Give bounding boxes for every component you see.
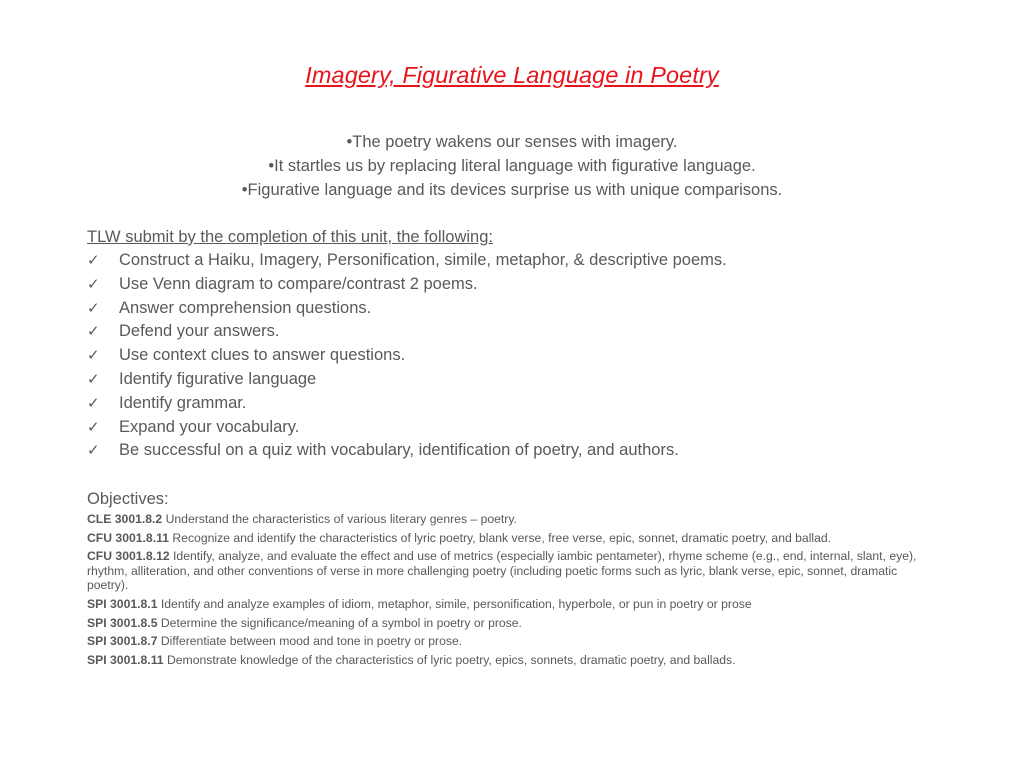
tlw-heading: TLW submit by the completion of this unit, the following: [87,228,493,246]
objective-text: Determine the significance/meaning of a symbol in poetry or prose. [160,615,522,630]
checklist-item-label: Identify figurative language [119,369,317,388]
objective-item [87,634,937,649]
intro-line: •Figurative language and its devices surprise us with unique comparisons. [241,181,783,199]
objective-item [87,512,937,527]
checkmark-icon: ✓ [87,251,100,269]
objective-item [87,597,937,612]
objective-text: Recognize and identify the characteristics of lyric poetry, blank verse, free verse, epic, sonnet, dramatic poetry, and ballad. [172,530,832,545]
intro-bullets [0,130,1024,202]
checklist-item [87,416,727,440]
objective-code: CLE 3001.8.2 [87,512,163,526]
objective-text: Understand the characteristics of various literary genres – poetry. [165,512,517,526]
checkmark-icon: ✓ [87,298,100,317]
objective-code: CFU 3001.8.12 [87,549,170,564]
objectives-list [87,512,937,672]
checklist-item [87,273,727,297]
checkmark-icon: ✓ [87,417,100,436]
checkmark-icon: ✓ [87,322,100,341]
checklist-item-label: Use context clues to answer questions. [119,346,406,365]
objective-item [87,549,937,593]
page-title: Imagery, Figurative Language in Poetry [305,62,719,88]
objective-item [87,653,937,668]
intro-line: •It startles us by replacing literal language with figurative language. [268,157,756,175]
objective-code: SPI 3001.8.7 [87,634,158,649]
objective-text: Identify and analyze examples of idiom, metaphor, simile, personification, hyperbole, or pun in poetry or prose [160,597,752,612]
objective-text: Demonstrate knowledge of the characteristics of lyric poetry, epics, sonnets, dramatic poetry, and ballads. [166,653,736,668]
checkmark-icon: ✓ [87,369,100,388]
checklist-item [87,297,727,321]
objective-item [87,616,937,631]
checklist-item [87,344,727,368]
objective-code: CFU 3001.8.11 [87,530,169,545]
checklist-item [87,439,727,463]
checklist-item [87,392,727,416]
checkmark-icon: ✓ [87,346,100,365]
checkmark-icon: ✓ [87,274,100,293]
checkmark-icon: ✓ [87,441,100,460]
objective-code: SPI 3001.8.1 [87,597,158,612]
checklist-item [87,249,727,273]
checklist-item-label: Construct a Haiku, Imagery, Personification, simile, metaphor, & descriptive poems. [119,251,727,269]
checklist-item-label: Use Venn diagram to compare/contrast 2 poems. [119,274,478,293]
checklist-item-label: Answer comprehension questions. [119,298,372,317]
objective-code: SPI 3001.8.11 [87,653,164,668]
checklist-item-label: Expand your vocabulary. [119,417,300,436]
checkmark-icon: ✓ [87,393,100,412]
objective-item [87,531,937,546]
intro-line: •The poetry wakens our senses with imagery. [346,133,678,151]
objective-text: Identify, analyze, and evaluate the effect and use of metrics (especially iambic pentameter), rhyme scheme (e.g., end, internal, slant, eye), rhythm, alliteration, and other conventions of verse in more challenging poetry (including poetic forms such as lyric, blank verse, epic, sonnet, dramatic poetry). [87,549,917,593]
objective-text: Differentiate between mood and tone in poetry or prose. [160,634,463,649]
checklist-item [87,320,727,344]
objectives-heading: Objectives: [87,490,169,508]
objective-code: SPI 3001.8.5 [87,615,158,630]
requirements-checklist [87,249,727,463]
checklist-item [87,368,727,392]
checklist-item-label: Defend your answers. [119,322,280,341]
checklist-item-label: Identify grammar. [119,393,247,412]
checklist-item-label: Be successful on a quiz with vocabulary, identification of poetry, and authors. [119,441,679,460]
